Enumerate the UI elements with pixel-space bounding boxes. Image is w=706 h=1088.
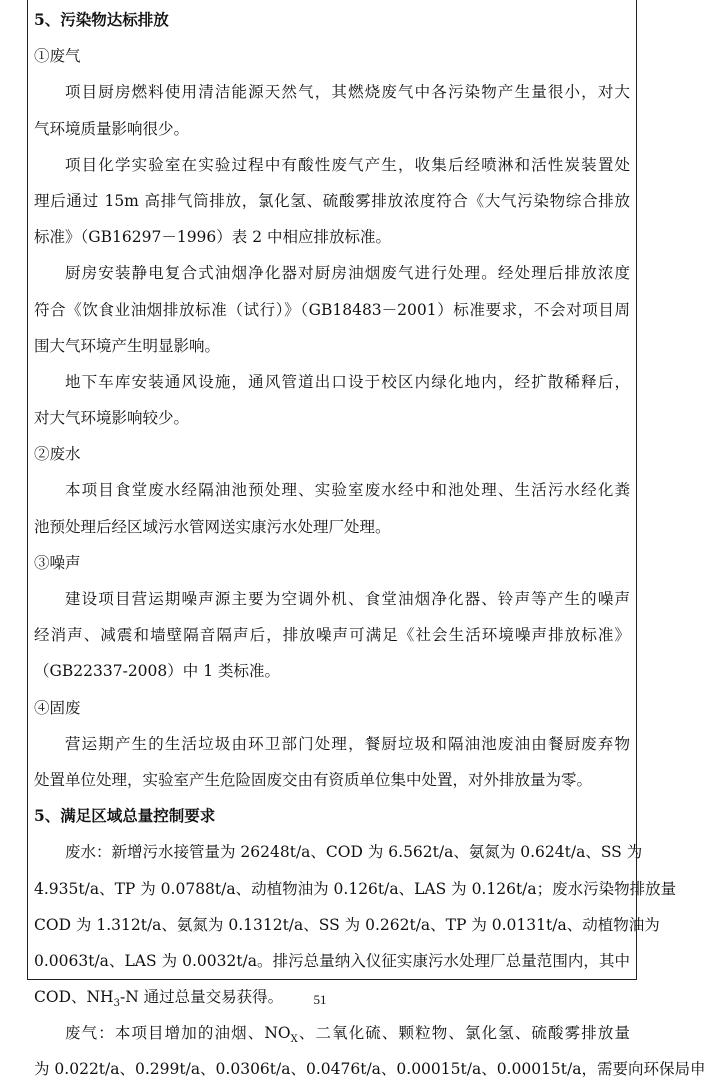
paragraph-line: 符合《饮食业油烟排放标准（试行）》（GB18483－2001）标准要求，不会对项目周 bbox=[34, 300, 630, 319]
subsection-heading: ②废水 bbox=[34, 445, 81, 464]
paragraph-line: 为 0.022t/a、0.299t/a、0.0306t/a、0.0476t/a、0.00015t/a、0.00015t/a，需要向环保局申 bbox=[34, 1060, 706, 1079]
subsection-heading: ④固废 bbox=[34, 698, 81, 717]
section-heading: 5、满足区域总量控制要求 bbox=[34, 806, 216, 826]
paragraph-line: （GB22337-2008）中 1 类标准。 bbox=[34, 662, 280, 681]
text-segment: COD、NH bbox=[34, 988, 114, 1007]
section-heading: 5、污染物达标排放 bbox=[34, 10, 169, 29]
subscript: X bbox=[290, 1034, 298, 1046]
text-segment: 废气：本项目增加的油烟、NO bbox=[65, 1024, 291, 1043]
paragraph-line: 项目厨房燃料使用清洁能源天然气，其燃烧废气中各污染物产生量很小，对大 bbox=[65, 83, 630, 102]
paragraph-line: 废水：新增污水接管量为 26248t/a、COD 为 6.562t/a、氨氮为 0.624t/a、SS 为 bbox=[65, 843, 643, 862]
paragraph-line bbox=[34, 1015, 630, 1051]
paragraph-line: 营运期产生的生活垃圾由环卫部门处理，餐厨垃圾和隔油池废油由餐厨废弃物 bbox=[65, 734, 630, 753]
document-body bbox=[34, 2, 706, 1088]
paragraph-line: 项目化学实验室在实验过程中有酸性废气产生，收集后经喷淋和活性炭装置处 bbox=[65, 155, 630, 174]
paragraph-line: 建设项目营运期噪声源主要为空调外机、食堂油烟净化器、铃声等产生的噪声 bbox=[65, 590, 630, 608]
subsection-heading: ③噪声 bbox=[34, 553, 81, 572]
paragraph-line: 经消声、减震和墙壁隔音隔声后，排放噪声可满足《社会生活环境噪声排放标准》 bbox=[34, 626, 630, 645]
text-segment: -N 通过总量交易获得。 bbox=[119, 988, 284, 1007]
paragraph-line: 标准》（GB16297－1996）表 2 中相应排放标准。 bbox=[34, 228, 391, 247]
paragraph-line: 0.0063t/a、LAS 为 0.0032t/a。排污总量纳入仪征实康污水处理厂总量范围内，其中 bbox=[34, 951, 630, 970]
paragraph-line: 对大气环境影响较少。 bbox=[34, 409, 190, 428]
paragraph-line: 气环境质量影响很少。 bbox=[34, 119, 190, 138]
subsection-heading: ①废气 bbox=[34, 47, 81, 66]
page-number: 51 bbox=[313, 992, 327, 1007]
text-segment: 、二氧化硫、颗粒物、氯化氢、硫酸雾排放量 bbox=[297, 1024, 630, 1043]
paragraph-line: 理后通过 15m 高排气筒排放，氯化氢、硫酸雾排放浓度符合《大气污染物综合排放 bbox=[34, 191, 630, 210]
paragraph-line: 池预处理后经区域污水管网送实康污水处理厂处理。 bbox=[34, 517, 391, 536]
paragraph-line: 本项目食堂废水经隔油池预处理、实验室废水经中和池处理、生活污水经化粪 bbox=[65, 481, 630, 500]
paragraph-line: 围大气环境产生明显影响。 bbox=[34, 336, 221, 355]
paragraph-line: COD 为 1.312t/a、氨氮为 0.1312t/a、SS 为 0.262t/a、TP 为 0.0131t/a、动植物油为 bbox=[34, 915, 660, 934]
paragraph-line: 处置单位处理，实验室产生危险固废交由有资质单位集中处置，对外排放量为零。 bbox=[34, 770, 593, 789]
paragraph-line: 4.935t/a、TP 为 0.0788t/a、动植物油为 0.126t/a、LAS 为 0.126t/a；废水污染物排放量 bbox=[34, 879, 677, 898]
paragraph-line: 厨房安装静电复合式油烟净化器对厨房油烟废气进行处理。经处理后排放浓度 bbox=[65, 264, 630, 283]
subscript: 3 bbox=[113, 998, 120, 1010]
paragraph-line: 地下车库安装通风设施，通风管道出口设于校区内绿化地内，经扩散稀释后， bbox=[65, 372, 630, 391]
